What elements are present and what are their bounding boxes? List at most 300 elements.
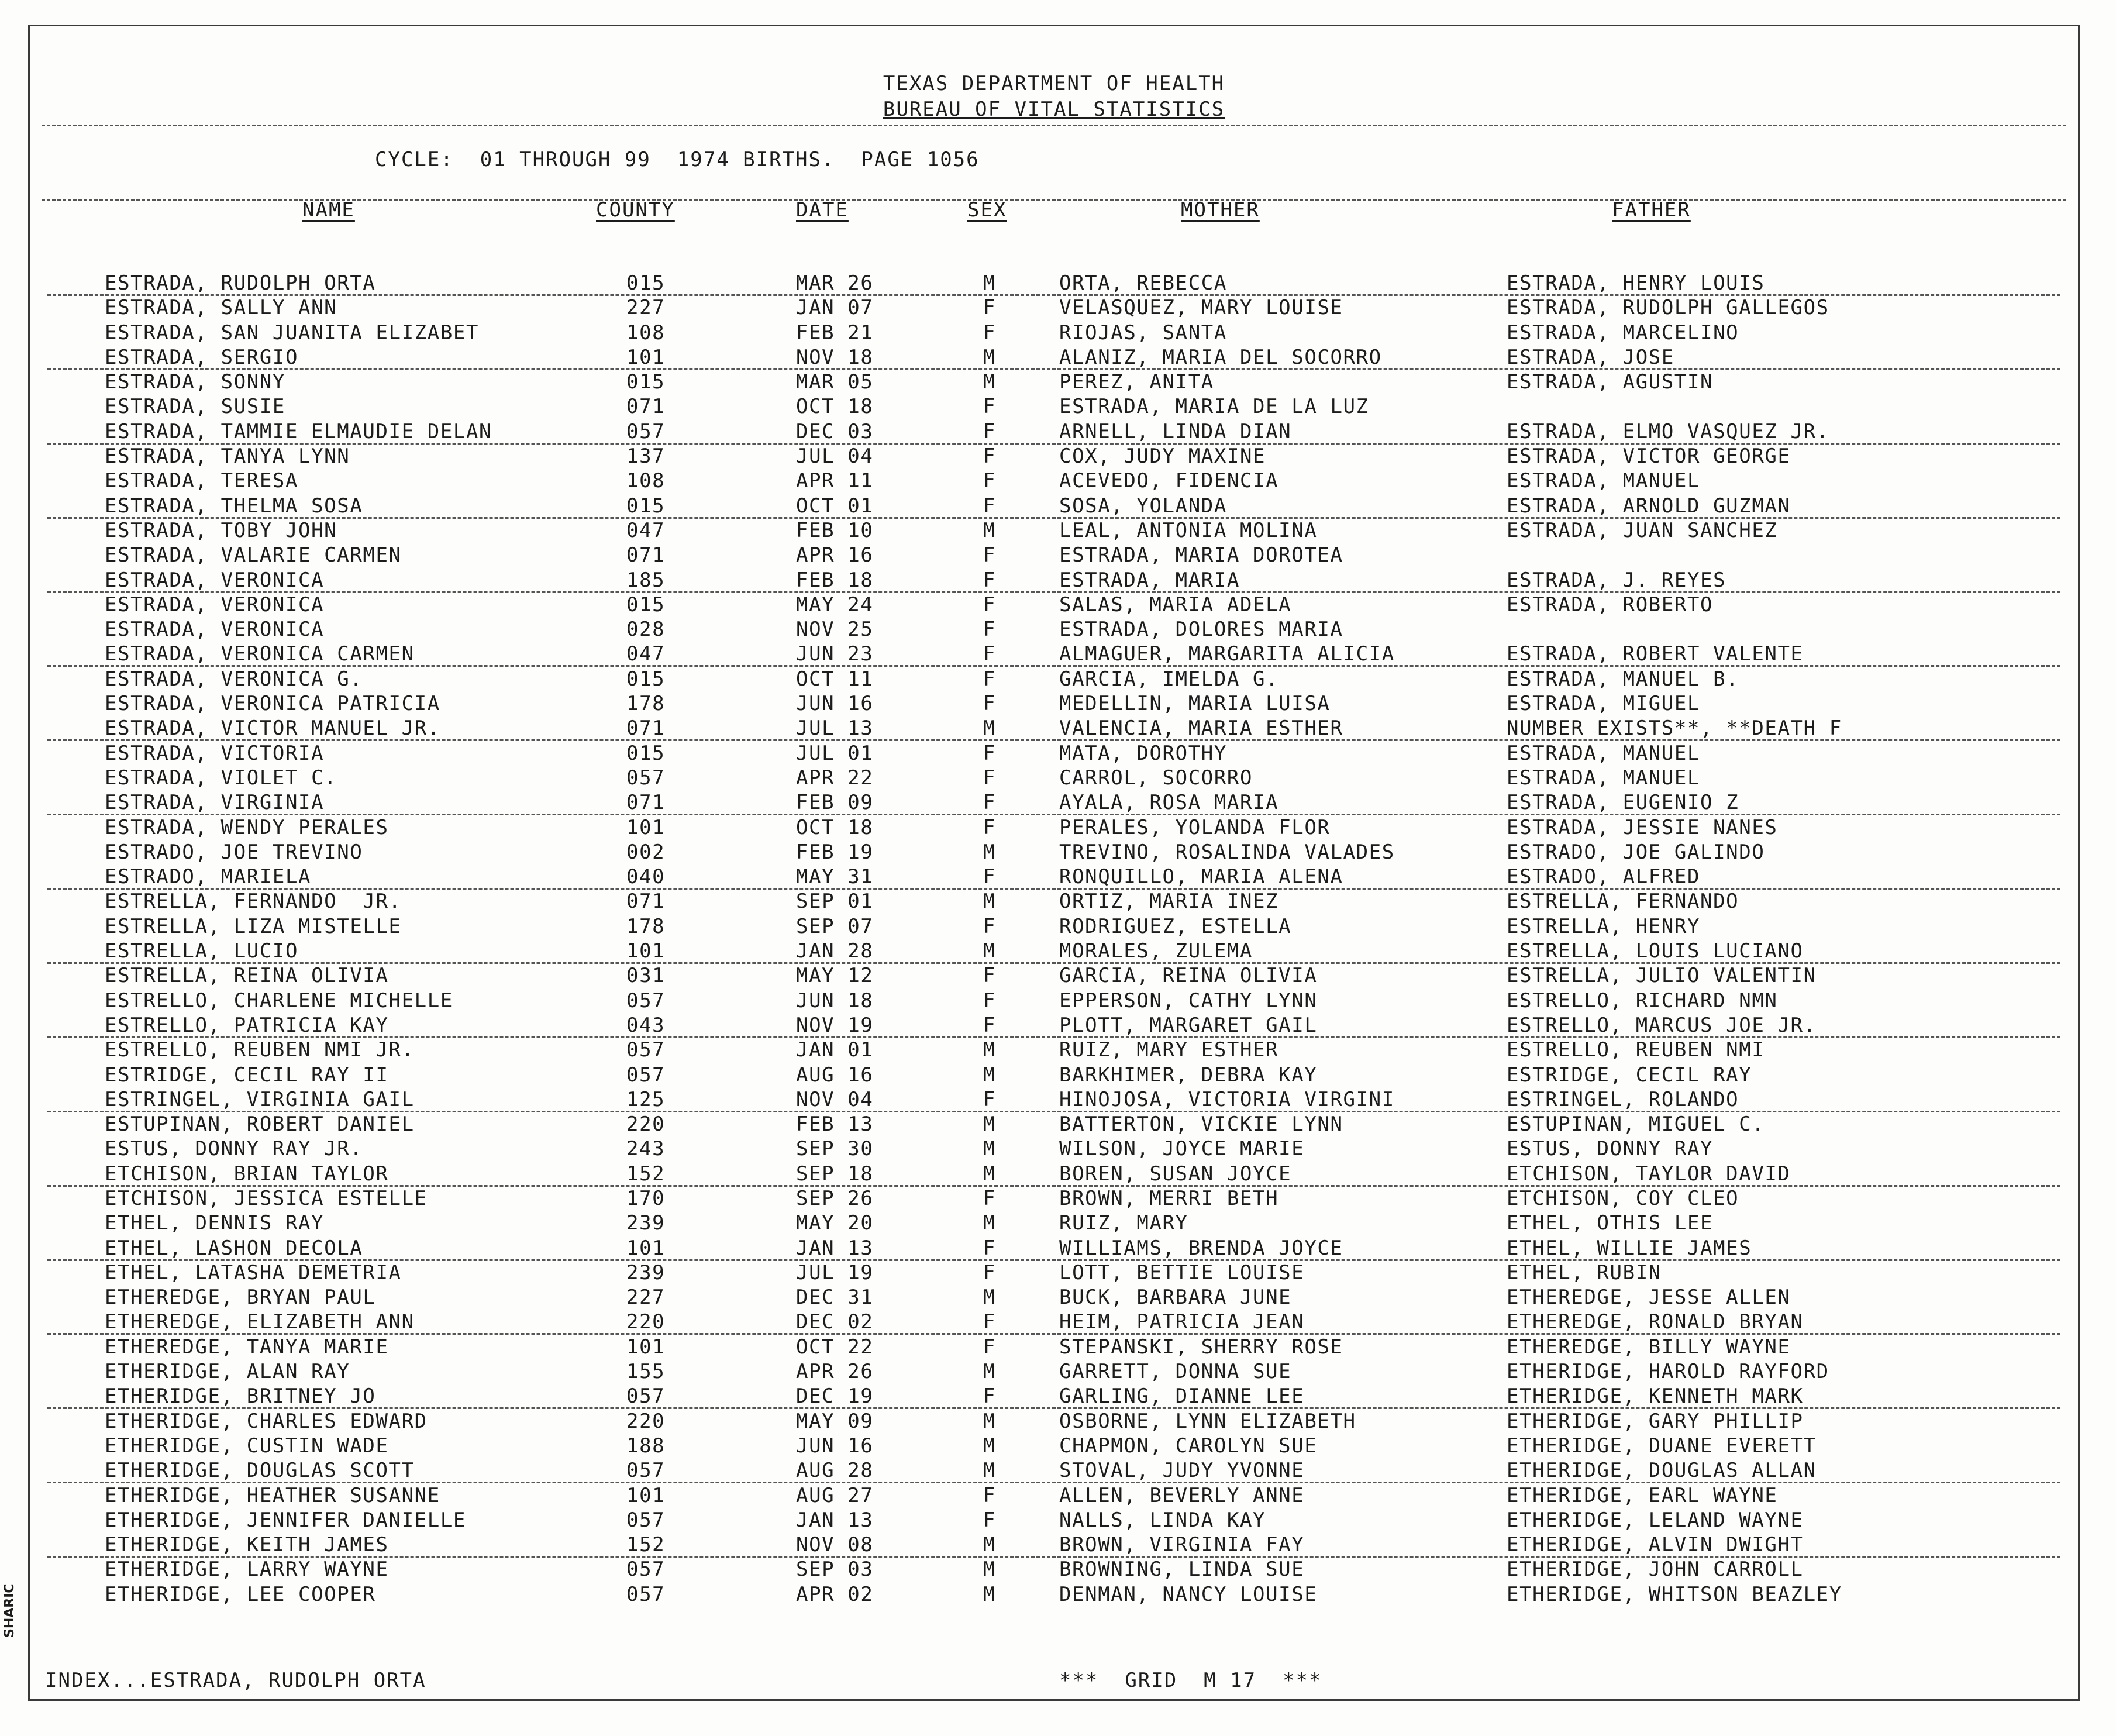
table-row <box>30 1087 2078 1112</box>
cell-name: ETHEL, LATASHA DEMETRIA <box>105 1260 402 1284</box>
cell-county: 057 <box>626 1508 666 1532</box>
cell-mother: PEREZ, ANITA <box>1059 370 1214 394</box>
cell-date: JAN 13 <box>796 1508 874 1532</box>
cell-date: APR 02 <box>796 1582 874 1606</box>
cell-mother: RUIZ, MARY ESTHER <box>1059 1038 1279 1062</box>
cell-date: FEB 13 <box>796 1112 874 1136</box>
cell-name: ETHERIDGE, LARRY WAYNE <box>105 1558 389 1582</box>
cell-mother: GARLING, DIANNE LEE <box>1059 1384 1305 1408</box>
table-row <box>30 1335 2078 1359</box>
table-row <box>30 889 2078 914</box>
cell-name: ESTRADA, VERONICA <box>105 568 325 592</box>
cell-mother: TREVINO, ROSALINDA VALADES <box>1059 840 1395 864</box>
cell-mother: AYALA, ROSA MARIA <box>1059 791 1279 815</box>
cell-date: DEC 31 <box>796 1286 874 1310</box>
cell-name: ESTRADA, WENDY PERALES <box>105 815 389 839</box>
cell-name: ETHERIDGE, DOUGLAS SCOTT <box>105 1459 415 1483</box>
cell-name: ESTRELLA, FERNANDO JR. <box>105 890 402 914</box>
cell-mother: RUIZ, MARY <box>1059 1211 1188 1235</box>
cell-mother: DENMAN, NANCY LOUISE <box>1059 1582 1318 1606</box>
cell-mother: ESTRADA, DOLORES MARIA <box>1059 618 1343 642</box>
cell-name: ETHERIDGE, CHARLES EDWARD <box>105 1409 428 1433</box>
table-row <box>30 1038 2078 1062</box>
table-row <box>30 939 2078 963</box>
table-row <box>30 790 2078 815</box>
cell-sex: F <box>983 568 997 592</box>
cell-county: 239 <box>626 1260 666 1284</box>
cell-date: JAN 28 <box>796 939 874 963</box>
cell-name: ETHERIDGE, LEE COOPER <box>105 1582 376 1606</box>
cell-date: OCT 01 <box>796 494 874 518</box>
cell-sex: F <box>983 1384 997 1408</box>
table-row <box>30 419 2078 444</box>
cell-father: ESTRADA, AGUSTIN <box>1507 370 1714 394</box>
cell-name: ESTRADA, VERONICA <box>105 593 325 616</box>
cell-father: ESTRADA, MANUEL <box>1507 469 1701 493</box>
cell-mother: HINOJOSA, VICTORIA VIRGINI <box>1059 1087 1395 1111</box>
cell-father: ESTRADA, ROBERT VALENTE <box>1507 642 1804 666</box>
cell-father: ETHERIDGE, DUANE EVERETT <box>1507 1434 1817 1458</box>
cell-date: JAN 07 <box>796 296 874 320</box>
cell-sex: F <box>983 914 997 938</box>
cell-date: JUN 16 <box>796 692 874 716</box>
cell-sex: M <box>983 939 997 963</box>
cell-date: SEP 01 <box>796 890 874 914</box>
cell-date: DEC 03 <box>796 419 874 443</box>
cell-county: 015 <box>626 667 666 691</box>
cell-mother: SOSA, YOLANDA <box>1059 494 1227 518</box>
cell-mother: BOREN, SUSAN JOYCE <box>1059 1162 1292 1186</box>
cell-mother: LEAL, ANTONIA MOLINA <box>1059 518 1318 542</box>
cell-sex: M <box>983 1112 997 1136</box>
table-row <box>30 295 2078 320</box>
cell-father: ESTRELLO, RICHARD NMN <box>1507 988 1778 1012</box>
cell-date: JUN 18 <box>796 988 874 1012</box>
cell-county: 227 <box>626 1286 666 1310</box>
column-header-name: NAME <box>302 198 355 222</box>
cell-sex: F <box>983 1236 997 1260</box>
cell-name: ETCHISON, JESSICA ESTELLE <box>105 1186 428 1210</box>
cell-county: 239 <box>626 1211 666 1235</box>
cell-father: ESTRADA, MARCELINO <box>1507 321 1739 345</box>
cell-name: ESTRELLO, PATRICIA KAY <box>105 1013 389 1037</box>
cell-county: 220 <box>626 1409 666 1433</box>
cell-mother: ALMAGUER, MARGARITA ALICIA <box>1059 642 1395 666</box>
cell-date: OCT 18 <box>796 815 874 839</box>
cell-mother: STEPANSKI, SHERRY ROSE <box>1059 1335 1343 1359</box>
cell-county: 057 <box>626 1063 666 1087</box>
cell-father: ESTRADA, VICTOR GEORGE <box>1507 445 1791 469</box>
cell-name: ETHERIDGE, KEITH JAMES <box>105 1533 389 1557</box>
cell-name: ETHERIDGE, JENNIFER DANIELLE <box>105 1508 466 1532</box>
cell-mother: OSBORNE, LYNN ELIZABETH <box>1059 1409 1356 1433</box>
cell-sex: M <box>983 1162 997 1186</box>
cell-sex: F <box>983 593 997 616</box>
cell-date: AUG 27 <box>796 1483 874 1507</box>
cell-sex: M <box>983 1582 997 1606</box>
cell-county: 178 <box>626 914 666 938</box>
cell-name: ESTRADA, VERONICA CARMEN <box>105 642 415 666</box>
table-row <box>30 667 2078 691</box>
cell-sex: F <box>983 766 997 790</box>
cell-county: 108 <box>626 469 666 493</box>
cell-father: ESTRELLO, REUBEN NMI <box>1507 1038 1765 1062</box>
cell-county: 071 <box>626 395 666 419</box>
cell-mother: LOTT, BETTIE LOUISE <box>1059 1260 1305 1284</box>
cell-father: ESTRADA, JESSIE NANES <box>1507 815 1778 839</box>
cell-county: 108 <box>626 321 666 345</box>
cell-name: ETHERIDGE, ALAN RAY <box>105 1360 350 1384</box>
table-row <box>30 716 2078 740</box>
table-row <box>30 345 2078 370</box>
cell-father: ESTRELLO, MARCUS JOE JR. <box>1507 1013 1817 1037</box>
cell-sex: F <box>983 865 997 889</box>
cell-sex: M <box>983 518 997 542</box>
table-row <box>30 617 2078 642</box>
cell-sex: F <box>983 1013 997 1037</box>
cell-sex: F <box>983 1508 997 1532</box>
table-row <box>30 864 2078 889</box>
cell-county: 185 <box>626 568 666 592</box>
cell-date: APR 11 <box>796 469 874 493</box>
cell-county: 101 <box>626 815 666 839</box>
column-header-divider <box>42 199 2066 201</box>
table-row <box>30 1310 2078 1334</box>
cell-name: ETHERIDGE, BRITNEY JO <box>105 1384 376 1408</box>
table-row <box>30 518 2078 543</box>
cell-name: ESTRELLO, REUBEN NMI JR. <box>105 1038 415 1062</box>
table-row <box>30 1136 2078 1161</box>
cell-date: APR 22 <box>796 766 874 790</box>
cell-name: ESTRELLA, LUCIO <box>105 939 299 963</box>
cell-father: ETHERIDGE, DOUGLAS ALLAN <box>1507 1459 1817 1483</box>
table-row <box>30 1211 2078 1235</box>
cell-name: ESTRINGEL, VIRGINIA GAIL <box>105 1087 415 1111</box>
table-row <box>30 1582 2078 1607</box>
cell-mother: VALENCIA, MARIA ESTHER <box>1059 717 1343 740</box>
cell-county: 101 <box>626 939 666 963</box>
cell-father: ESTRADA, JOSE <box>1507 345 1674 369</box>
cell-county: 040 <box>626 865 666 889</box>
cell-date: MAY 24 <box>796 593 874 616</box>
cell-date: MAY 31 <box>796 865 874 889</box>
cell-county: 031 <box>626 964 666 988</box>
column-header-mother: MOTHER <box>1181 198 1260 222</box>
cell-father: ESTRELLA, LOUIS LUCIANO <box>1507 939 1804 963</box>
cell-sex: M <box>983 1360 997 1384</box>
table-row <box>30 1013 2078 1038</box>
cell-county: 101 <box>626 345 666 369</box>
cell-father: ESTRINGEL, ROLANDO <box>1507 1087 1739 1111</box>
cell-father: ESTRADA, ELMO VASQUEZ JR. <box>1507 419 1829 443</box>
cell-mother: RODRIGUEZ, ESTELLA <box>1059 914 1292 938</box>
cell-date: APR 26 <box>796 1360 874 1384</box>
cell-sex: F <box>983 1483 997 1507</box>
cell-county: 071 <box>626 890 666 914</box>
cell-sex: F <box>983 1310 997 1334</box>
cell-name: ETCHISON, BRIAN TAYLOR <box>105 1162 389 1186</box>
cell-date: NOV 25 <box>796 618 874 642</box>
cell-mother: EPPERSON, CATHY LYNN <box>1059 988 1318 1012</box>
cell-county: 101 <box>626 1236 666 1260</box>
cell-name: ESTRADA, SONNY <box>105 370 285 394</box>
cell-mother: MATA, DOROTHY <box>1059 741 1227 765</box>
cell-name: ESTRADO, JOE TREVINO <box>105 840 363 864</box>
table-row <box>30 543 2078 567</box>
cell-mother: VELASQUEZ, MARY LOUISE <box>1059 296 1343 320</box>
cell-sex: M <box>983 1286 997 1310</box>
cell-mother: ACEVEDO, FIDENCIA <box>1059 469 1279 493</box>
cell-father: ETHERIDGE, HAROLD RAYFORD <box>1507 1360 1829 1384</box>
cell-name: ESTRADA, VERONICA PATRICIA <box>105 692 440 716</box>
cell-mother: ESTRADA, MARIA DE LA LUZ <box>1059 395 1369 419</box>
cell-county: 125 <box>626 1087 666 1111</box>
cell-date: SEP 03 <box>796 1558 874 1582</box>
cell-father: ETHEL, RUBIN <box>1507 1260 1662 1284</box>
cell-date: NOV 08 <box>796 1533 874 1557</box>
cell-father: ESTRADA, HENRY LOUIS <box>1507 271 1765 295</box>
cell-county: 137 <box>626 445 666 469</box>
cell-date: OCT 22 <box>796 1335 874 1359</box>
cell-father: ETHEREDGE, JESSE ALLEN <box>1507 1286 1791 1310</box>
cell-father: ETHEREDGE, BILLY WAYNE <box>1507 1335 1791 1359</box>
cell-mother: BATTERTON, VICKIE LYNN <box>1059 1112 1343 1136</box>
cell-father: ESTRADO, JOE GALINDO <box>1507 840 1765 864</box>
table-row <box>30 1384 2078 1408</box>
cell-county: 057 <box>626 1384 666 1408</box>
side-stamp: SHARIC <box>2 1583 17 1638</box>
cell-name: ESTRADA, TOBY JOHN <box>105 518 337 542</box>
cell-county: 047 <box>626 642 666 666</box>
cell-date: FEB 19 <box>796 840 874 864</box>
cell-date: SEP 18 <box>796 1162 874 1186</box>
cell-county: 057 <box>626 419 666 443</box>
cell-name: ESTRADA, VALARIE CARMEN <box>105 543 402 567</box>
cell-county: 043 <box>626 1013 666 1037</box>
table-row <box>30 1532 2078 1557</box>
cell-mother: ARNELL, LINDA DIAN <box>1059 419 1292 443</box>
cell-sex: M <box>983 1558 997 1582</box>
cell-sex: M <box>983 1137 997 1161</box>
cell-date: OCT 11 <box>796 667 874 691</box>
cell-sex: F <box>983 469 997 493</box>
cell-county: 101 <box>626 1335 666 1359</box>
cell-date: JUL 19 <box>796 1260 874 1284</box>
header-subtitle: BUREAU OF VITAL STATISTICS <box>883 98 1225 121</box>
cell-county: 243 <box>626 1137 666 1161</box>
cell-county: 057 <box>626 1038 666 1062</box>
cell-father: ESTRADA, EUGENIO Z <box>1507 791 1739 815</box>
cell-mother: COX, JUDY MAXINE <box>1059 445 1266 469</box>
table-row <box>30 815 2078 840</box>
cell-mother: PERALES, YOLANDA FLOR <box>1059 815 1331 839</box>
cell-county: 188 <box>626 1434 666 1458</box>
cell-sex: F <box>983 692 997 716</box>
cell-sex: F <box>983 445 997 469</box>
cell-name: ETHERIDGE, HEATHER SUSANNE <box>105 1483 440 1507</box>
table-row <box>30 271 2078 295</box>
cell-sex: F <box>983 1260 997 1284</box>
table-row <box>30 321 2078 345</box>
cell-father: ESTRIDGE, CECIL RAY <box>1507 1063 1752 1087</box>
cell-father: ETHERIDGE, GARY PHILLIP <box>1507 1409 1804 1433</box>
cell-date: FEB 10 <box>796 518 874 542</box>
cell-county: 220 <box>626 1112 666 1136</box>
cell-name: ETHEREDGE, BRYAN PAUL <box>105 1286 376 1310</box>
cell-mother: NALLS, LINDA KAY <box>1059 1508 1266 1532</box>
cell-father: ETHEREDGE, RONALD BRYAN <box>1507 1310 1804 1334</box>
table-row <box>30 1112 2078 1136</box>
cycle-line: CYCLE: 01 THROUGH 99 1974 BIRTHS. PAGE 1056 <box>375 148 980 171</box>
cell-father: ETHEL, WILLIE JAMES <box>1507 1236 1752 1260</box>
cell-county: 071 <box>626 791 666 815</box>
column-header-father: FATHER <box>1612 198 1691 222</box>
cell-mother: GARRETT, DONNA SUE <box>1059 1360 1292 1384</box>
cell-name: ESTRADA, VICTORIA <box>105 741 325 765</box>
cell-mother: BUCK, BARBARA JUNE <box>1059 1286 1292 1310</box>
cell-name: ESTRADA, VIRGINIA <box>105 791 325 815</box>
cell-father: ESTRADA, MANUEL <box>1507 741 1701 765</box>
cell-date: JUL 04 <box>796 445 874 469</box>
cell-mother: GARCIA, IMELDA G. <box>1059 667 1279 691</box>
cell-mother: RONQUILLO, MARIA ALENA <box>1059 865 1343 889</box>
table-row <box>30 840 2078 864</box>
cell-name: ESTUPINAN, ROBERT DANIEL <box>105 1112 415 1136</box>
table-row <box>30 1186 2078 1211</box>
cell-father: ETHERIDGE, ALVIN DWIGHT <box>1507 1533 1804 1557</box>
cell-mother: HEIM, PATRICIA JEAN <box>1059 1310 1305 1334</box>
cell-sex: F <box>983 618 997 642</box>
cell-father: ETHERIDGE, EARL WAYNE <box>1507 1483 1778 1507</box>
cell-name: ESTRELLA, LIZA MISTELLE <box>105 914 402 938</box>
cell-mother: WILLIAMS, BRENDA JOYCE <box>1059 1236 1343 1260</box>
cell-sex: F <box>983 642 997 666</box>
table-row <box>30 1557 2078 1582</box>
cell-father: ETHERIDGE, WHITSON BEAZLEY <box>1507 1582 1842 1606</box>
cell-father: ESTUS, DONNY RAY <box>1507 1137 1714 1161</box>
cell-mother: BROWN, VIRGINIA FAY <box>1059 1533 1305 1557</box>
cell-date: JUN 16 <box>796 1434 874 1458</box>
cell-sex: M <box>983 1038 997 1062</box>
table-row <box>30 1236 2078 1260</box>
cell-name: ETHEREDGE, TANYA MARIE <box>105 1335 389 1359</box>
cell-sex: F <box>983 419 997 443</box>
cell-date: OCT 18 <box>796 395 874 419</box>
cell-sex: F <box>983 1335 997 1359</box>
table-row <box>30 963 2078 988</box>
cell-mother: RIOJAS, SANTA <box>1059 321 1227 345</box>
cell-name: ESTRADA, TANYA LYNN <box>105 445 350 469</box>
document-frame <box>28 25 2080 1701</box>
cell-sex: M <box>983 370 997 394</box>
cell-sex: M <box>983 345 997 369</box>
cell-county: 047 <box>626 518 666 542</box>
cell-mother: STOVAL, JUDY YVONNE <box>1059 1459 1305 1483</box>
table-row <box>30 1359 2078 1384</box>
cell-name: ESTRIDGE, CECIL RAY II <box>105 1063 389 1087</box>
cell-date: APR 16 <box>796 543 874 567</box>
table-row <box>30 469 2078 493</box>
cell-father: ESTRADO, ALFRED <box>1507 865 1701 889</box>
column-header-county: COUNTY <box>596 198 675 222</box>
header-title: TEXAS DEPARTMENT OF HEALTH <box>883 72 1225 95</box>
cell-county: 152 <box>626 1533 666 1557</box>
cell-date: NOV 19 <box>796 1013 874 1037</box>
cell-name: ESTRADA, RUDOLPH ORTA <box>105 271 376 295</box>
cell-date: FEB 21 <box>796 321 874 345</box>
cell-name: ESTRADO, MARIELA <box>105 865 312 889</box>
cell-sex: M <box>983 840 997 864</box>
cell-father: ESTRADA, RUDOLPH GALLEGOS <box>1507 296 1829 320</box>
cell-name: ESTRADA, SALLY ANN <box>105 296 337 320</box>
cell-date: JAN 01 <box>796 1038 874 1062</box>
footer-grid: *** GRID M 17 *** <box>1059 1669 1322 1692</box>
table-row <box>30 642 2078 666</box>
table-row <box>30 394 2078 419</box>
cell-name: ESTUS, DONNY RAY JR. <box>105 1137 363 1161</box>
cell-date: FEB 18 <box>796 568 874 592</box>
cell-county: 057 <box>626 1459 666 1483</box>
cell-name: ESTRADA, VICTOR MANUEL JR. <box>105 717 440 740</box>
cell-date: FEB 09 <box>796 791 874 815</box>
cell-father: ETHERIDGE, KENNETH MARK <box>1507 1384 1804 1408</box>
table-row <box>30 1483 2078 1508</box>
cell-county: 170 <box>626 1186 666 1210</box>
cell-name: ESTRADA, SERGIO <box>105 345 299 369</box>
cell-county: 227 <box>626 296 666 320</box>
cell-date: SEP 07 <box>796 914 874 938</box>
table-row <box>30 741 2078 766</box>
cell-father: ESTRADA, ARNOLD GUZMAN <box>1507 494 1791 518</box>
cell-sex: M <box>983 1434 997 1458</box>
cell-sex: F <box>983 494 997 518</box>
table-row <box>30 1409 2078 1434</box>
table-row <box>30 568 2078 593</box>
cell-sex: F <box>983 543 997 567</box>
cell-father: ETHEL, OTHIS LEE <box>1507 1211 1714 1235</box>
cell-father: ESTRELLA, JULIO VALENTIN <box>1507 964 1817 988</box>
cell-name: ESTRADA, VERONICA <box>105 618 325 642</box>
cell-sex: M <box>983 271 997 295</box>
cell-father: ESTRADA, MANUEL <box>1507 766 1701 790</box>
cell-mother: ORTIZ, MARIA INEZ <box>1059 890 1279 914</box>
cell-name: ETHERIDGE, CUSTIN WADE <box>105 1434 389 1458</box>
cell-name: ESTRADA, SAN JUANITA ELIZABET <box>105 321 480 345</box>
cell-county: 015 <box>626 593 666 616</box>
cell-sex: M <box>983 1459 997 1483</box>
cell-sex: F <box>983 988 997 1012</box>
cell-county: 015 <box>626 494 666 518</box>
cell-sex: M <box>983 717 997 740</box>
cell-name: ETHEL, DENNIS RAY <box>105 1211 325 1235</box>
cell-county: 015 <box>626 370 666 394</box>
cell-sex: F <box>983 1186 997 1210</box>
cell-sex: F <box>983 296 997 320</box>
cell-mother: GARCIA, REINA OLIVIA <box>1059 964 1318 988</box>
cell-county: 057 <box>626 988 666 1012</box>
cell-date: MAR 26 <box>796 271 874 295</box>
cell-county: 057 <box>626 1558 666 1582</box>
cell-date: SEP 30 <box>796 1137 874 1161</box>
table-row <box>30 370 2078 394</box>
cell-county: 057 <box>626 766 666 790</box>
cell-county: 071 <box>626 543 666 567</box>
cell-date: AUG 28 <box>796 1459 874 1483</box>
cell-mother: MORALES, ZULEMA <box>1059 939 1253 963</box>
header-divider <box>42 125 2066 126</box>
cell-sex: M <box>983 890 997 914</box>
cell-county: 057 <box>626 1582 666 1606</box>
